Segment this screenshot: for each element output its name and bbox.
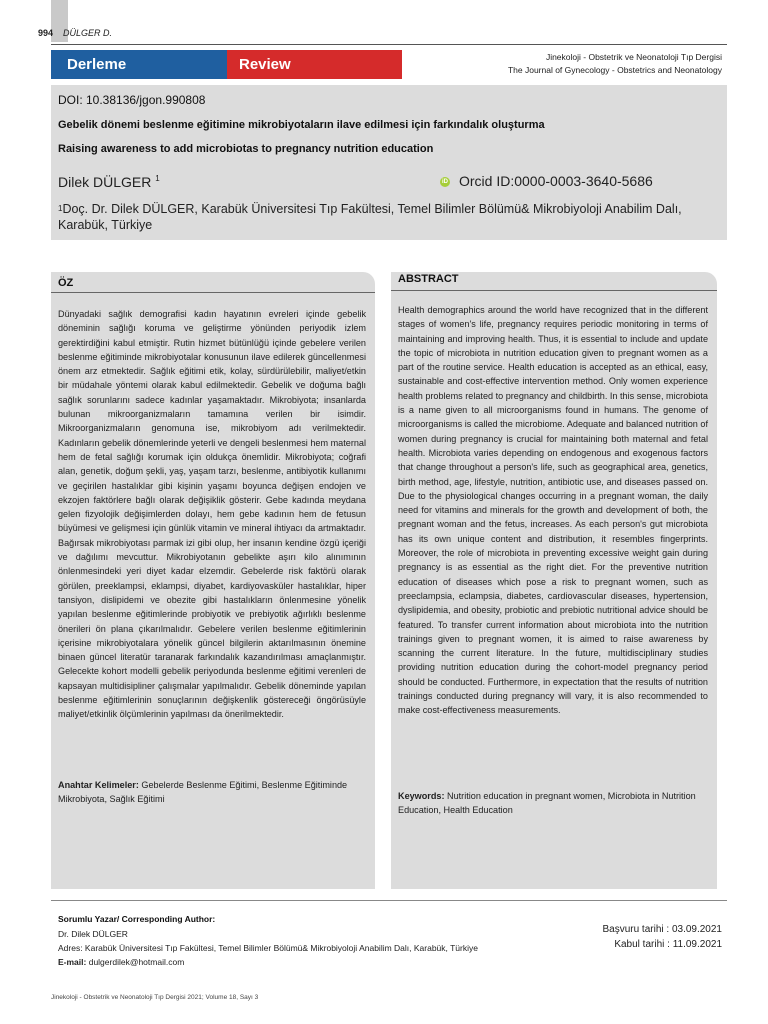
title-en: Raising awareness to add microbiotas to pregnancy nutrition education: [58, 143, 434, 155]
author-name: Dilek DÜLGER: [58, 174, 152, 190]
author-affiliation-marker: 1: [155, 174, 160, 183]
article-type-tag-en: Review: [227, 50, 402, 79]
abstract-heading: ABSTRACT: [398, 273, 459, 285]
abstract-keywords: [398, 789, 708, 818]
doi[interactable]: DOI: 10.38136/jgon.990808: [58, 93, 206, 107]
correspondence-email: [58, 957, 184, 967]
page-number: 994: [38, 28, 54, 38]
affiliation: [58, 201, 713, 233]
title-tr: Gebelik dönemi beslenme eğitimine mikrobiyotaların ilave edilmesi için farkındalık oluşturma: [58, 119, 545, 131]
orcid-id[interactable]: Orcid ID:0000-0003-3640-5686: [459, 173, 653, 189]
oz-heading: ÖZ: [58, 277, 74, 289]
oz-keywords-text: Gebelerde Beslenme Eğitimi, Beslenme Eğitiminde Mikrobiyota, Sağlık Eğitimi: [58, 780, 348, 805]
orcid-icon[interactable]: iD: [442, 179, 448, 185]
journal-name-en: The Journal of Gynecology - Obstetrics and Neonatology: [507, 65, 722, 75]
abstract-keywords-label: Keywords:: [398, 791, 445, 801]
article-type-tag-tr: Derleme: [51, 50, 227, 79]
oz-keywords-label: Anahtar Kelimeler:: [58, 780, 139, 790]
affiliation-marker: 1: [58, 204, 63, 213]
oz-divider: [51, 292, 375, 293]
abstract-divider: [391, 290, 717, 291]
oz-body: Dünyadaki sağlık demografisi kadın hayatının evreleri içinde gebelik döneminin sağlığı koruma ve geliştirme yönünden periyodik izlem gerektirdiğini kabul etmiştir. Rutin hizmet bütünlüğü içinde gebelere verilen beslenme eğitiminde mikrobiyotalar konusunun ilave edilerek güncellenmesi önem arz etmektedir. Sağlık eğitimi etik, kolay, sürdürülebilir, maliyet/etkin bir müdahale yöntemi olarak kabul edilmektedir. Gebelik ve doğuma bağlı sağlık sorunlarını sadece kadınlar yaşamaktadır. Mikrobiyota; insanlarda bulunan mikroorganizmaların tamamına verilen bir isimdir. Mikroorganizmaların genomuna ise, mikrobiyom adı verilmektedir. Kadınların gebelik dönemlerinde yeterli ve dengeli beslenmesi hem maternal hem de fetal sağlığı korumak için oldukça önemlidir. Mikrobiyota; coğrafi alan, genetik, doğum şekli, yaş, yaşam tarzı, beslenme, antibiyotik kullanımı ve geçirilen hastalıklar gibi kişinin yaşamı boyunca değişen endojen ve ekzojen faktörlere bağlı olarak değişiklik gösterir. Gebe kadında meydana gelen fizyolojik değişimlerden dolayı, hem gebe kadının hem de fetusun büyümesi ve gelişmesi için günlük vitamin ve mineral ihtiyacı da artmaktadır. Bağırsak mikrobiyotası parmak izi gibi olup, her insanın kendine özgü içeriği ve dağılımı mevcuttur. Mikrobiyotanın gebelikte aşırı kilo alınımının önlenmesindeki yeri diyet kadar elzemdir. Gebelerde risk faktörü olarak görülen, preeklampsi, eklampsi, diyabet, kardiyovasküler hastalıklar, hiper tansiyon, dislipidemi ve obezite gibi hastalıkların önlenmesine yönelik yapılan beslenme eğitimlerinde probiyotik ve prebiyotik ağırlıklı beslenme önerileri ön plana çıkarılmalıdır. Gebelere verilen beslenme eğitimlerinin içerisine mikrobiyotalara yönelik güncel bilgilerin aktarılmasının önemine binaen güncel literatür taranarak farkındalık kazandırılması amaçlanmıştır. Gelecekte kohort modelli gebelik periyodunda beslenme eğitimi verenleri de kapsayan multidisipliner çalışmalar yapılmalıdır. Gebelik döneminde yapılan beslenme eğitimlerinin sonuçlarının değişkenlik göstereceği öngörüsüyle maliyet/etkinlik ölçümlerinin yapılması da önerilmektedir.: [58, 309, 366, 720]
email-address[interactable]: dulgerdilek@hotmail.com: [88, 957, 185, 967]
header-divider: [51, 44, 727, 45]
author-line: [58, 174, 160, 190]
date-received: Başvuru tarihi : 03.09.2021: [602, 924, 722, 935]
correspondence-address: Adres: Karabük Üniversitesi Tıp Fakültesi, Temel Bilimler Bölümü& Mikrobiyoloji Anabilim Dalı, Karabük, Türkiye: [58, 943, 478, 953]
abstract-body: Health demographics around the world have recognized that in the different stages of women's life, pregnancy requires periodic monitoring in terms of maintaining and improving health. Thus, it is essential to include and update the topic of microbiota in nutrition education given to pregnant women as a part of the routine service. Health education is accepted as an ethical, easy, sustainable and cost-effective intervention method. Only women experience health problems related to pregnancy and childbirth. In this sense, microbiota is a name given to all microorganisms found in humans. The genome of microorganisms is called the microbiome. Adequate and balanced nutrition of women during pregnancy is crucial for maintaining both maternal and fetal health. Microbiota varies depending on endogenous and exogenous factors that change throughout a person's life, such as geographical area, genetics, birth method, age, lifestyle, nutrition, antibiotic use, and diseases passed on. Due to the physiological changes occurring in a pregnant woman, the daily need for vitamins and minerals for the growth and development of both, the pregnant woman and the fetus, increases. As each person's gut microbiota has its own unique content and distribution, it resembles fingerprints. Moreover, the role of microbiota in preventing excessive weight gain during pregnancy is as essential as the right diet. For the preventive nutrition education of diseases which pose a risk to pregnant women, such as preeclampsia, eclampsia, diabetes, cardiovascular diseases, hypertension, dyslipidemia, and obesity, probiotic and prebiotic nutritional advice should be featured. To transfer current information about microbiota into the nutrition trainings given to pregnant women, it is aimed to raise awareness by scanning the current literature. In the future, multidisciplinary studies providing nutrition education during the cohort-model pregnancy period should be conducted. Furthermore, in expectation that the results of nutrition trainings conducted during pregnancy will vary, it is also recommended to make cost-effectiveness measurements.: [398, 305, 708, 716]
affiliation-text: Doç. Dr. Dilek DÜLGER, Karabük Üniversitesi Tıp Fakültesi, Temel Bilimler Bölümü& Mikrobiyoloji Anabilim Dalı, Karabük, Türkiye: [58, 202, 682, 232]
email-label: E-mail:: [58, 957, 87, 967]
correspondence-divider: [51, 900, 727, 901]
correspondence-label: Sorumlu Yazar/ Corresponding Author:: [58, 914, 216, 924]
oz-keywords: [58, 778, 366, 807]
page-footer: Jinekoloji - Obstetrik ve Neonatoloji Tıp Dergisi 2021; Volume 18, Sayı 3: [51, 994, 259, 1001]
correspondence-name: Dr. Dilek DÜLGER: [58, 929, 128, 939]
date-accepted: Kabul tarihi : 11.09.2021: [614, 939, 722, 950]
abstract-keywords-text: Nutrition education in pregnant women, Microbiota in Nutrition Education, Health Education: [398, 791, 696, 816]
running-head: DÜLGER D.: [63, 28, 113, 38]
journal-name-tr: Jinekoloji - Obstetrik ve Neonatoloji Tıp Dergisi: [545, 52, 722, 62]
